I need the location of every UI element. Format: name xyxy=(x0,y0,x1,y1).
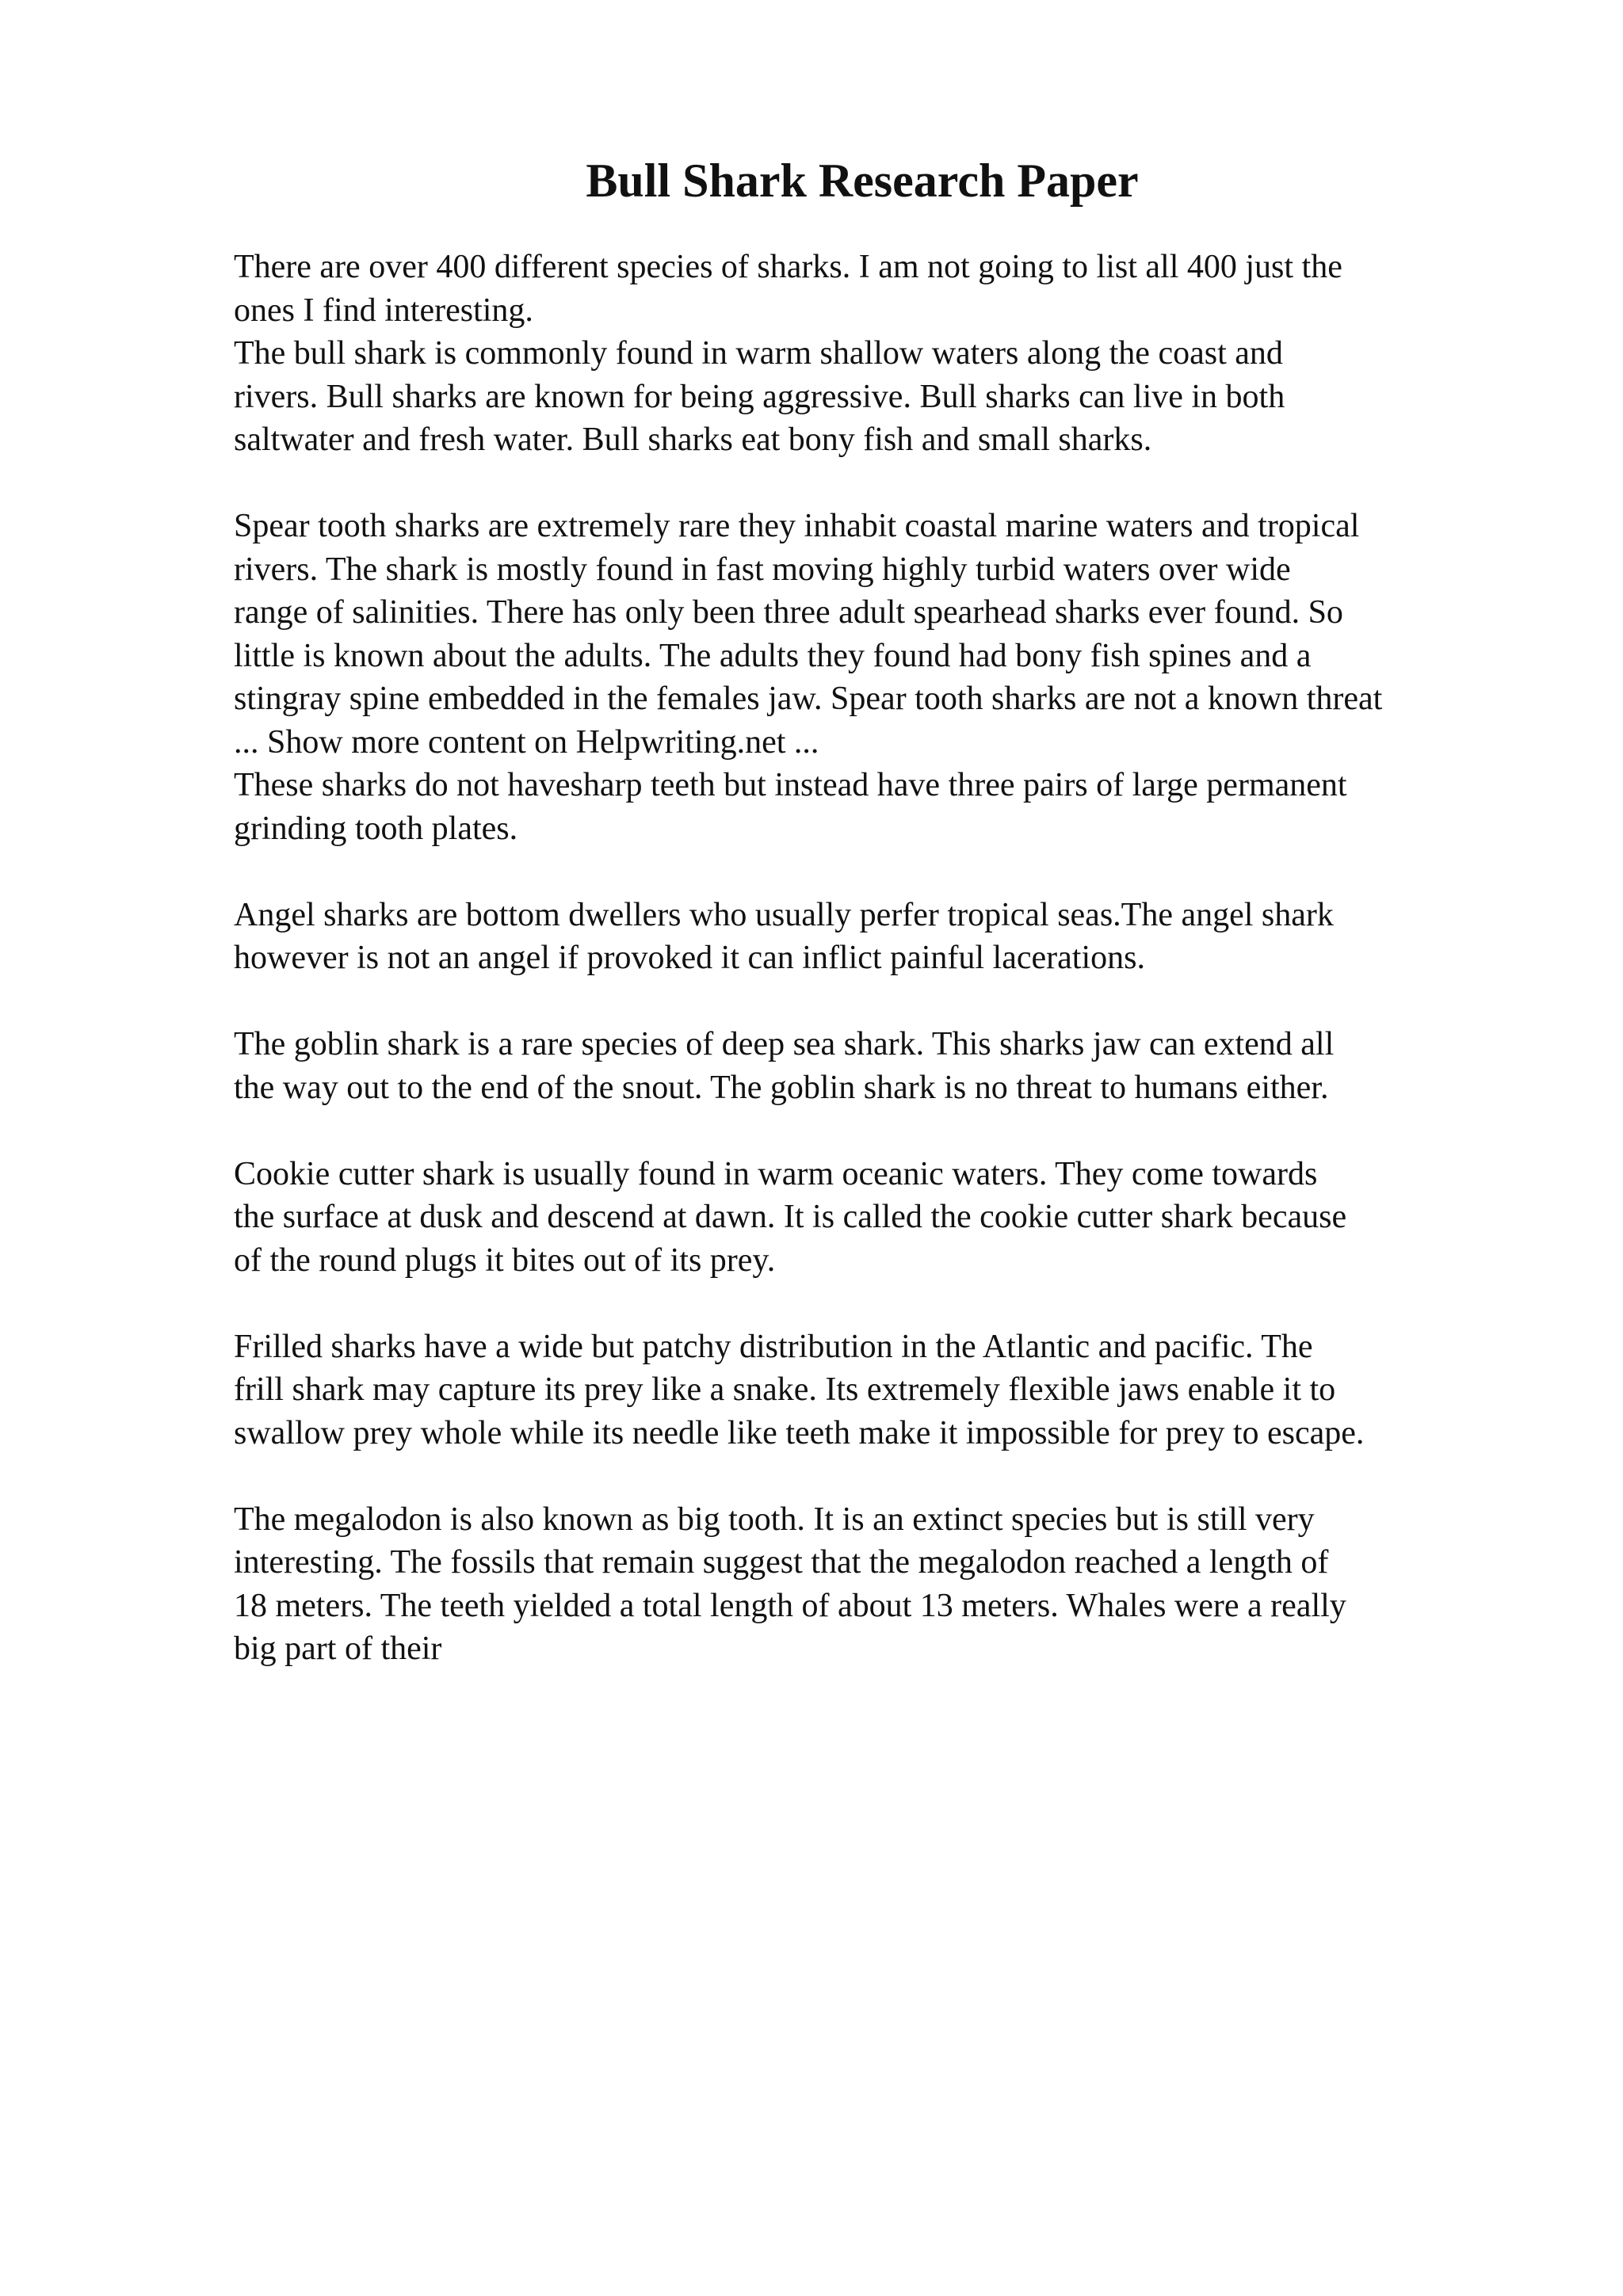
text-line: 18 meters. The teeth yielded a total length of about 13 meters. Whales were a really xyxy=(234,1587,1346,1624)
text-line: however is not an angel if provoked it can inflict painful lacerations. xyxy=(234,940,1145,976)
text-line: rivers. Bull sharks are known for being aggressive. Bull sharks can live in both xyxy=(234,378,1285,415)
paragraph-spacer xyxy=(234,1455,1541,1498)
text-line: Frilled sharks have a wide but patchy distribution in the Atlantic and pacific. The xyxy=(234,1328,1313,1365)
text-line: big part of their xyxy=(234,1630,442,1667)
paragraph-spacer xyxy=(234,1282,1541,1325)
paragraph-spacer xyxy=(234,462,1541,505)
paragraph-spear-tooth-shark xyxy=(234,505,1541,850)
paragraph-spacer xyxy=(234,1109,1541,1153)
text-line: The bull shark is commonly found in warm shallow waters along the coast and xyxy=(234,335,1283,372)
text-line: stingray spine embedded in the females jaw. Spear tooth sharks are not a known threat xyxy=(234,681,1383,717)
text-line: saltwater and fresh water. Bull sharks eat bony fish and small sharks. xyxy=(234,421,1152,458)
paragraph-angel-shark xyxy=(234,894,1541,980)
text-line: ones I find interesting. xyxy=(234,292,533,329)
text-line: little is known about the adults. The adults they found had bony fish spines and a xyxy=(234,637,1312,674)
document-body xyxy=(234,246,1541,1671)
text-line: frill shark may capture its prey like a snake. Its extremely flexible jaws enable it to xyxy=(234,1371,1336,1408)
text-line: range of salinities. There has only been three adult spearhead sharks ever found. So xyxy=(234,594,1343,631)
text-line: Cookie cutter shark is usually found in warm oceanic waters. They come towards xyxy=(234,1155,1318,1192)
paragraph-intro-bull-shark xyxy=(234,246,1541,462)
show-more-line: ... Show more content on Helpwriting.net ... xyxy=(234,723,819,761)
paragraph-spacer xyxy=(234,980,1541,1024)
text-line: These sharks do not havesharp teeth but instead have three pairs of large permanent xyxy=(234,767,1347,803)
text-line: Spear tooth sharks are extremely rare they inhabit coastal marine waters and tropical xyxy=(234,508,1360,544)
text-line: of the round plugs it bites out of its prey. xyxy=(234,1241,776,1279)
page-title: Bull Shark Research Paper xyxy=(586,154,1139,207)
text-line: the way out to the end of the snout. The goblin shark is no threat to humans either. xyxy=(234,1069,1329,1106)
text-line: rivers. The shark is mostly found in fast moving highly turbid waters over wide xyxy=(234,551,1291,588)
text-line: There are over 400 different species of sharks. I am not going to list all 400 just the xyxy=(234,249,1342,285)
paragraph-megalodon xyxy=(234,1498,1541,1671)
text-line: swallow prey whole while its needle like teeth make it impossible for prey to escape. xyxy=(234,1414,1365,1451)
text-line: grinding tooth plates. xyxy=(234,810,518,847)
text-line: interesting. The fossils that remain suggest that the megalodon reached a length of xyxy=(234,1544,1329,1581)
paragraph-goblin-shark xyxy=(234,1023,1541,1109)
paragraph-spacer xyxy=(234,850,1541,894)
text-line: The goblin shark is a rare species of deep sea shark. This sharks jaw can extend all xyxy=(234,1026,1335,1062)
text-line: The megalodon is also known as big tooth. It is an extinct species but is still very xyxy=(234,1501,1315,1538)
text-line: Angel sharks are bottom dwellers who usually perfer tropical seas.The angel shark xyxy=(234,896,1334,933)
paragraph-cookie-cutter-shark xyxy=(234,1153,1541,1283)
paragraph-frilled-shark xyxy=(234,1325,1541,1455)
text-line: the surface at dusk and descend at dawn. It is called the cookie cutter shark because xyxy=(234,1199,1347,1235)
